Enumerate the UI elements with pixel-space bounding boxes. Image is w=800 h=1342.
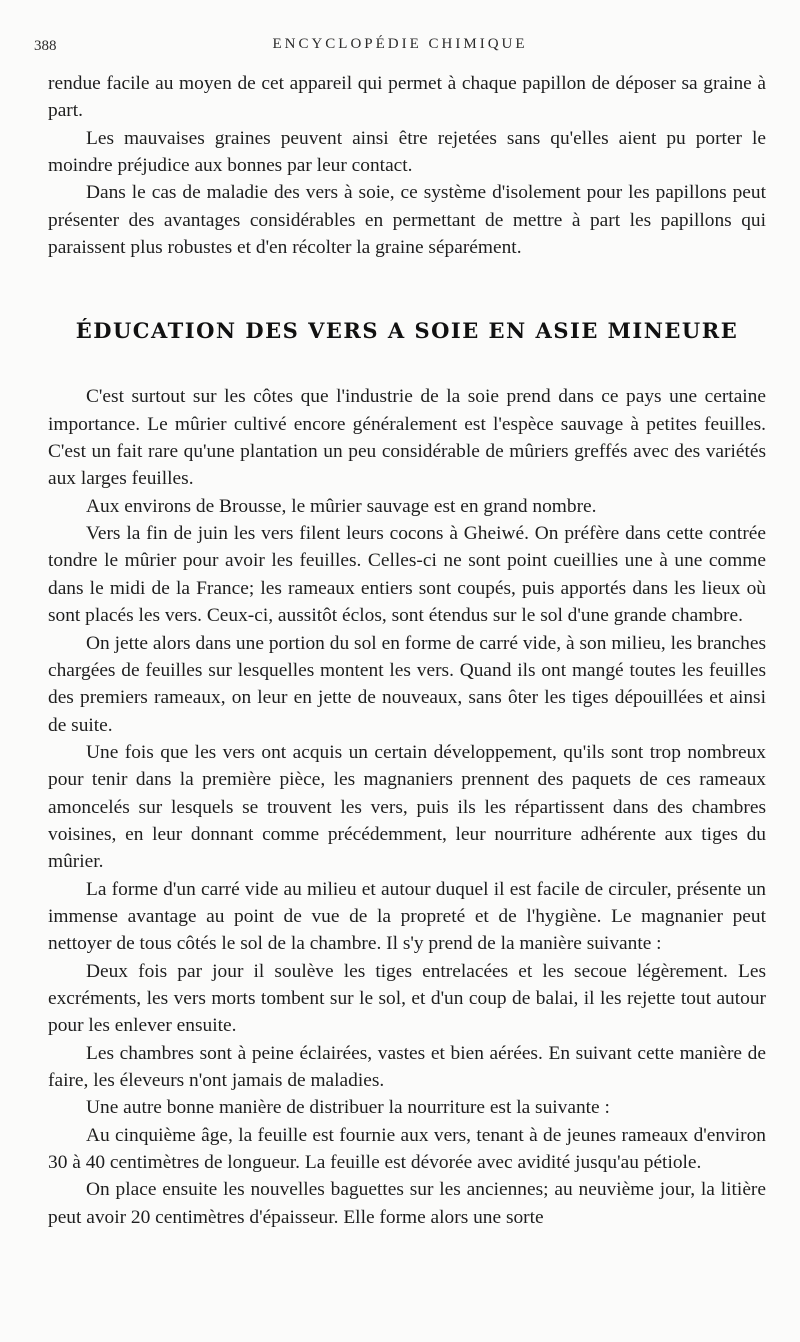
paragraph: Dans le cas de maladie des vers à soie, ce système d'isolement pour les papillons peut présenter des avantages considérables en permettant de mettre à part les papillons qui paraissent plus robustes et d'en récolter la graine séparément.: [48, 182, 766, 259]
paragraph-continued: rendue facile au moyen de cet appareil qui permet à chaque papillon de déposer sa graine à part.: [48, 73, 766, 122]
paragraph: Une autre bonne manière de distribuer la nourriture est la suivante :: [86, 1097, 610, 1119]
section-heading: ÉDUCATION DES VERS A SOIE EN ASIE MINEURE: [75, 318, 739, 344]
paragraph: On jette alors dans une portion du sol en forme de carré vide, à son milieu, les branches chargées de feuilles sur lesquelles montent les vers. Quand ils ont mangé toutes les feuilles des premiers rameaux, on leur en jette de nouveaux, sans ôter les tiges dépouillées et ainsi de suite.: [48, 632, 766, 736]
paragraph: La forme d'un carré vide au milieu et autour duquel il est facile de circuler, présente un immense avantage au point de vue de la propreté et de l'hygiène. Le magnanier peut nettoyer de tous côtés le sol de la chambre. Il s'y prend de la manière suivante :: [48, 878, 766, 955]
paragraph: Deux fois par jour il soulève les tiges entrelacées et les secoue légèrement. Les excréments, les vers morts tombent sur le sol, et d'un coup de balai, il les rejette tout autour pour les enlever ensuite.: [48, 960, 766, 1037]
paragraph: Aux environs de Brousse, le mûrier sauvage est en grand nombre.: [86, 495, 597, 517]
running-title: ENCYCLOPÉDIE CHIMIQUE: [272, 36, 528, 52]
paragraph: C'est surtout sur les côtes que l'industrie de la soie prend dans ce pays une certaine importance. Le mûrier cultivé encore généralement est l'espèce sauvage à petites feuilles. C'est un fait rare qu'une plantation un peu considérable de mûriers greffés avec des variétés aux larges feuilles.: [48, 386, 766, 490]
paragraph: On place ensuite les nouvelles baguettes sur les anciennes; au neuvième jour, la litière peut avoir 20 centimètres d'épaisseur. Elle forme alors une sorte: [48, 1179, 766, 1228]
paragraph: Une fois que les vers ont acquis un certain développement, qu'ils sont trop nombreux pour tenir dans la première pièce, les magnaniers prennent des paquets de ces rameaux amoncelés sur lesquels se trouvent les vers, puis ils les répartissent dans des chambres voisines, en leur donnant comme précédemment, leur nourriture adhérente aux tiges du mûrier.: [48, 741, 766, 873]
body-text: [48, 70, 766, 1231]
paragraph: Les mauvaises graines peuvent ainsi être rejetées sans qu'elles aient pu porter le moindre préjudice aux bonnes par leur contact.: [48, 127, 766, 177]
paragraph: Vers la fin de juin les vers filent leurs cocons à Gheiwé. On préfère dans cette contrée tondre le mûrier pour avoir les feuilles. Celles-ci ne sont point cueillies une à une comme dans le midi de la France; les rameaux entiers sont coupés, puis apportés dans les lieux où sont placés les vers. Ceux-ci, aussitôt éclos, sont étendus sur le sol d'une grande chambre.: [48, 523, 766, 627]
paragraph: Au cinquième âge, la feuille est fournie aux vers, tenant à de jeunes rameaux d'environ 30 à 40 centimètres de longueur. La feuille est dévorée avec avidité jusqu'au pétiole.: [48, 1124, 766, 1174]
page-header: [34, 36, 766, 58]
page-number: 388: [34, 38, 57, 54]
paragraph: Les chambres sont à peine éclairées, vastes et bien aérées. En suivant cette manière de faire, les éleveurs n'ont jamais de maladies.: [48, 1042, 766, 1091]
